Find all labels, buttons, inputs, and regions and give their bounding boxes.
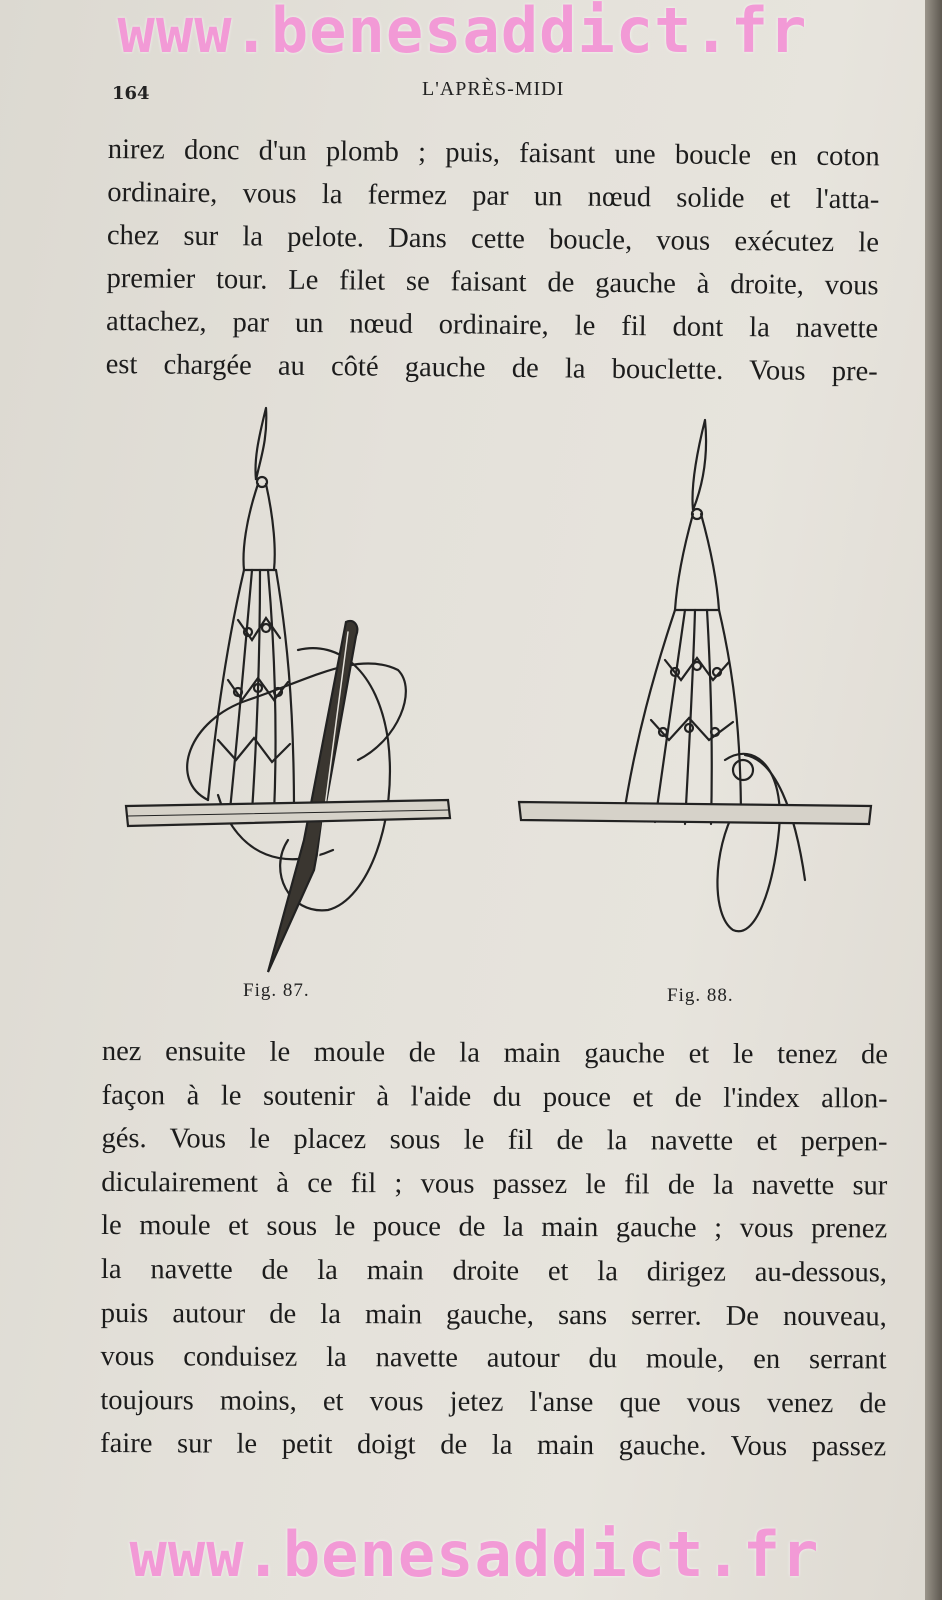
paragraph-bottom <box>100 1030 888 1469</box>
text-line: chez sur la pelote. Dans cette boucle, vous exécutez le <box>106 219 880 259</box>
paragraph-top <box>106 128 880 393</box>
text-line: toujours moins, et vous jetez l'anse que vous venez de <box>100 1384 887 1420</box>
netting-loop-illustration <box>515 410 880 950</box>
figure-87-caption: Fig. 87. <box>243 980 310 1001</box>
text-line: puis autour de la main gauche, sans serrer. De nouveau, <box>100 1297 887 1332</box>
text-line: la navette de la main droite et la dirigez au-dessous, <box>100 1253 888 1289</box>
text-line: est chargée au côté gauche de la bouclette. Vous pre- <box>105 348 878 388</box>
text-line: attachez, par un nœud ordinaire, le fil dont la navette <box>105 305 879 345</box>
text-line: faire sur le petit doigt de la main gauche. Vous passez <box>100 1428 887 1463</box>
watermark-bottom: www.benesaddict.fr <box>129 1518 820 1591</box>
text-line: nez ensuite le moule de la main gauche et le tenez de <box>101 1036 888 1071</box>
text-line: nirez donc d'un plomb ; puis, faisant une boucle en coton <box>107 133 880 173</box>
text-line: le moule et sous le pouce de la main gauche ; vous prenez <box>101 1210 888 1245</box>
text-line: premier tour. Le filet se faisant de gauche à droite, vous <box>106 262 879 302</box>
text-line: gés. Vous le placez sous le fil de la navette et perpen- <box>101 1123 888 1158</box>
figure-88-caption: Fig. 88. <box>667 985 734 1006</box>
text-line: vous conduisez la navette autour du moule, en serrant <box>100 1341 887 1376</box>
text-line: façon à le soutenir à l'aide du pouce et de l'index allon- <box>101 1079 888 1115</box>
text-line: ordinaire, vous la fermez par un nœud solide et l'atta- <box>107 176 880 216</box>
book-spine-edge <box>925 0 942 1600</box>
netting-shuttle-illustration <box>118 400 458 980</box>
running-title: L'APRÈS-MIDI <box>422 78 565 100</box>
page-number: 164 <box>112 83 150 104</box>
text-line: diculairement à ce fil ; vous passez le fil de la navette sur <box>101 1166 888 1202</box>
watermark-top: www.benesaddict.fr <box>117 0 808 67</box>
running-head <box>112 78 882 102</box>
